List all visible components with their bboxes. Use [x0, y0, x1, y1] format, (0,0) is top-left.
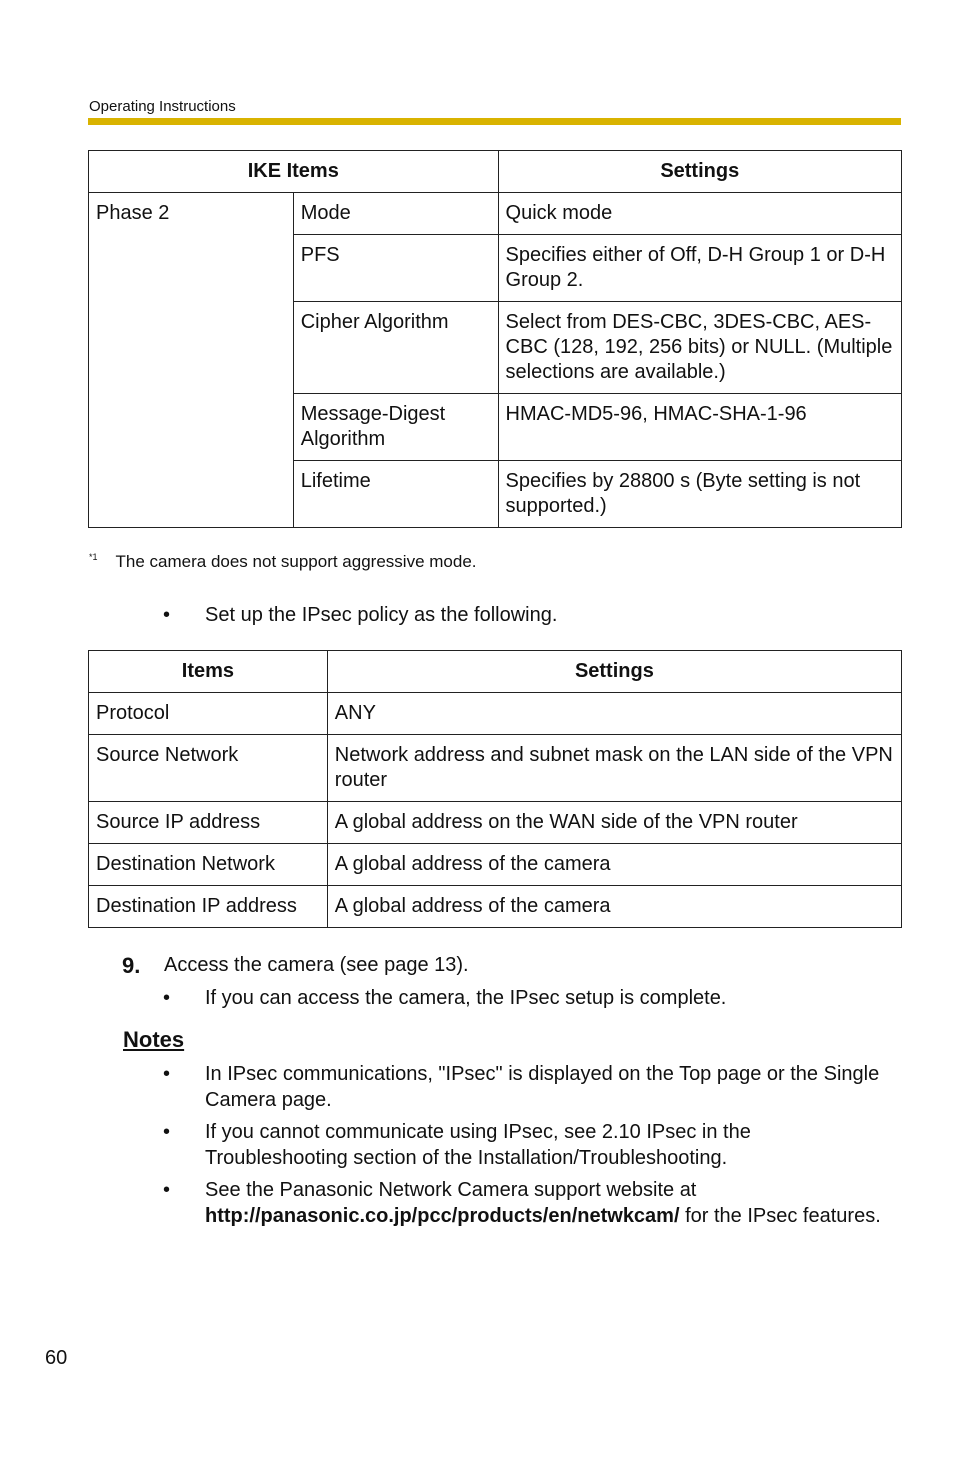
setting-cell: A global address of the camera: [327, 844, 901, 886]
setting-cell: Network address and subnet mask on the LAN side of the VPN router: [327, 735, 901, 802]
notes-heading: Notes: [123, 1027, 185, 1052]
item-cell: Destination IP address: [89, 886, 328, 928]
bullet-text: Set up the IPsec policy as the following.: [205, 604, 558, 626]
column-header: Settings: [327, 651, 901, 693]
table-row: [89, 844, 902, 886]
ike-items-table: [88, 150, 902, 528]
bullet-icon: •: [163, 604, 171, 626]
item-cell: Source IP address: [89, 802, 328, 844]
table-row: [89, 193, 902, 235]
setting-cell: Quick mode: [498, 193, 901, 235]
ipsec-policy-table: [88, 650, 902, 928]
bullet-icon: •: [163, 1063, 171, 1085]
column-header: Items: [89, 651, 328, 693]
note-text: In IPsec communications, "IPsec" is displayed on the Top page or the Single Camera page.: [205, 1063, 880, 1111]
running-header: Operating Instructions: [89, 98, 236, 115]
setting-cell: Specifies either of Off, D-H Group 1 or D-H Group 2.: [498, 235, 901, 302]
note-text-prefix: See the Panasonic Network Camera support website at: [205, 1179, 697, 1201]
column-header: Settings: [498, 151, 901, 193]
support-website-link[interactable]: http://panasonic.co.jp/pcc/products/en/netwkcam/: [205, 1205, 680, 1227]
column-header: IKE Items: [89, 151, 499, 193]
item-cell: Message-Digest Algorithm: [293, 394, 498, 461]
setting-cell: ANY: [327, 693, 901, 735]
item-cell: Destination Network: [89, 844, 328, 886]
item-cell: Protocol: [89, 693, 328, 735]
item-cell: Cipher Algorithm: [293, 302, 498, 394]
table-row: [89, 693, 902, 735]
footnote: [89, 552, 477, 572]
item-cell: Lifetime: [293, 461, 498, 528]
phase-cell: Phase 2: [89, 193, 294, 528]
step-text: Access the camera (see page 13).: [164, 954, 469, 976]
setting-cell: A global address of the camera: [327, 886, 901, 928]
table-row: [89, 802, 902, 844]
table-header-row: [89, 651, 902, 693]
setting-cell: HMAC-MD5-96, HMAC-SHA-1-96: [498, 394, 901, 461]
item-cell: PFS: [293, 235, 498, 302]
table-header-row: [89, 151, 902, 193]
bullet-text: If you can access the camera, the IPsec setup is complete.: [205, 987, 727, 1009]
note-text-suffix: for the IPsec features.: [685, 1205, 881, 1227]
table-row: [89, 735, 902, 802]
setting-cell: Select from DES-CBC, 3DES-CBC, AES-CBC (128, 192, 256 bits) or NULL. (Multiple selections are available.): [498, 302, 901, 394]
setting-cell: Specifies by 28800 s (Byte setting is not supported.): [498, 461, 901, 528]
footnote-text: The camera does not support aggressive mode.: [115, 552, 477, 571]
bullet-icon: •: [163, 1121, 171, 1143]
note-text: [205, 1177, 895, 1229]
item-cell: Source Network: [89, 735, 328, 802]
table-row: [89, 886, 902, 928]
note-text: If you cannot communicate using IPsec, see 2.10 IPsec in the Troubleshooting section of the Installation/Troubleshooting.: [205, 1121, 751, 1169]
page-number: 60: [45, 1347, 68, 1369]
step-number: 9.: [122, 953, 141, 978]
setting-cell: A global address on the WAN side of the VPN router: [327, 802, 901, 844]
bullet-icon: •: [163, 987, 171, 1009]
footnote-mark: *1: [89, 552, 98, 562]
item-cell: Mode: [293, 193, 498, 235]
header-rule: [88, 118, 901, 125]
bullet-icon: •: [163, 1179, 171, 1201]
